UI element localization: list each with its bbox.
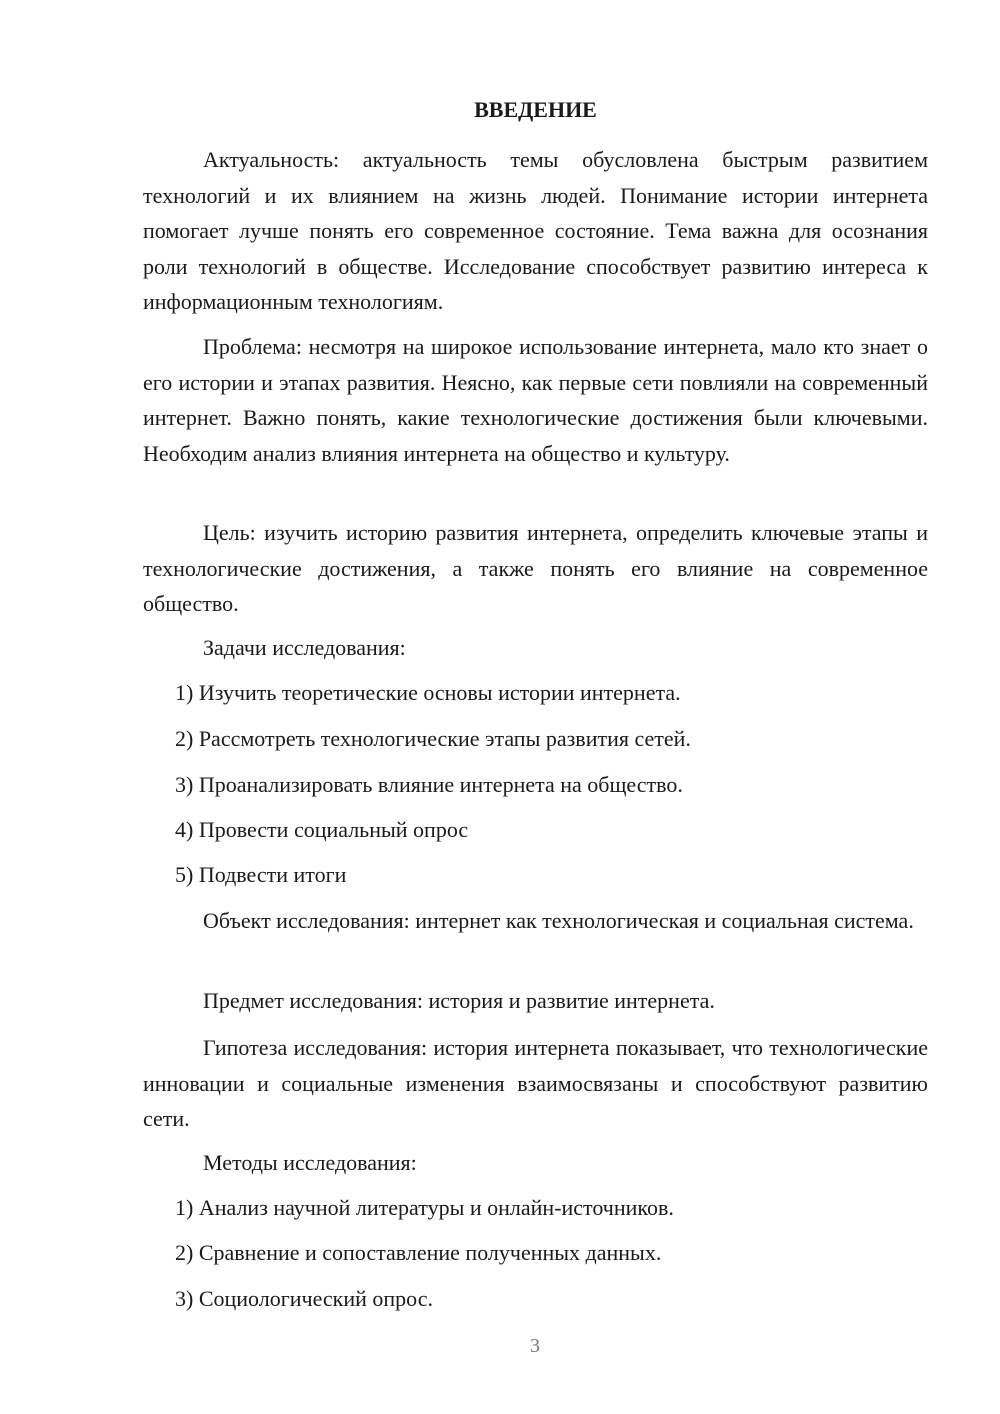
object-paragraph: Объект исследования: интернет как технологическая и социальная система. [203, 908, 914, 933]
method-item-2: 2) Сравнение и сопоставление полученных данных. [175, 1240, 662, 1265]
task-item-4: 4) Провести социальный опрос [175, 817, 469, 842]
relevance-paragraph: Актуальность: актуальность темы обусловлена быстрым развитием технологий и их влиянием на жизнь людей. Понимание истории интернета помогает лучше понять его современное состояние. Тема важна для осознания роли технологий в обществе. Исследование способствует развитию интереса к информационным технологиям. [143, 147, 928, 314]
method-item-1: 1) Анализ научной литературы и онлайн-источников. [175, 1195, 674, 1220]
subject-paragraph: Предмет исследования: история и развитие интернета. [203, 988, 715, 1013]
tasks-heading: Задачи исследования: [203, 635, 406, 660]
task-item-5: 5) Подвести итоги [175, 862, 347, 887]
task-item-3: 3) Проанализировать влияние интернета на общество. [175, 772, 683, 797]
problem-paragraph: Проблема: несмотря на широкое использование интернета, мало кто знает о его истории и этапах развития. Неясно, как первые сети повлияли на современный интернет. Важно понять, какие технологические достижения были ключевыми. Необходим анализ влияния интернета на общество и культуру. [143, 334, 928, 466]
methods-heading: Методы исследования: [203, 1150, 417, 1175]
task-item-1: 1) Изучить теоретические основы истории интернета. [175, 680, 681, 705]
page-title: ВВЕДЕНИЕ [474, 97, 597, 122]
task-item-2: 2) Рассмотреть технологические этапы развития сетей. [175, 726, 691, 751]
hypothesis-paragraph: Гипотеза исследования: история интернета показывает, что технологические инновации и социальные изменения взаимосвязаны и способствуют развитию сети. [143, 1035, 928, 1131]
method-item-3: 3) Социологический опрос. [175, 1286, 433, 1311]
page-number: 3 [530, 1335, 540, 1357]
goal-paragraph: Цель: изучить историю развития интернета, определить ключевые этапы и технологические достижения, а также понять его влияние на современное общество. [143, 520, 928, 616]
